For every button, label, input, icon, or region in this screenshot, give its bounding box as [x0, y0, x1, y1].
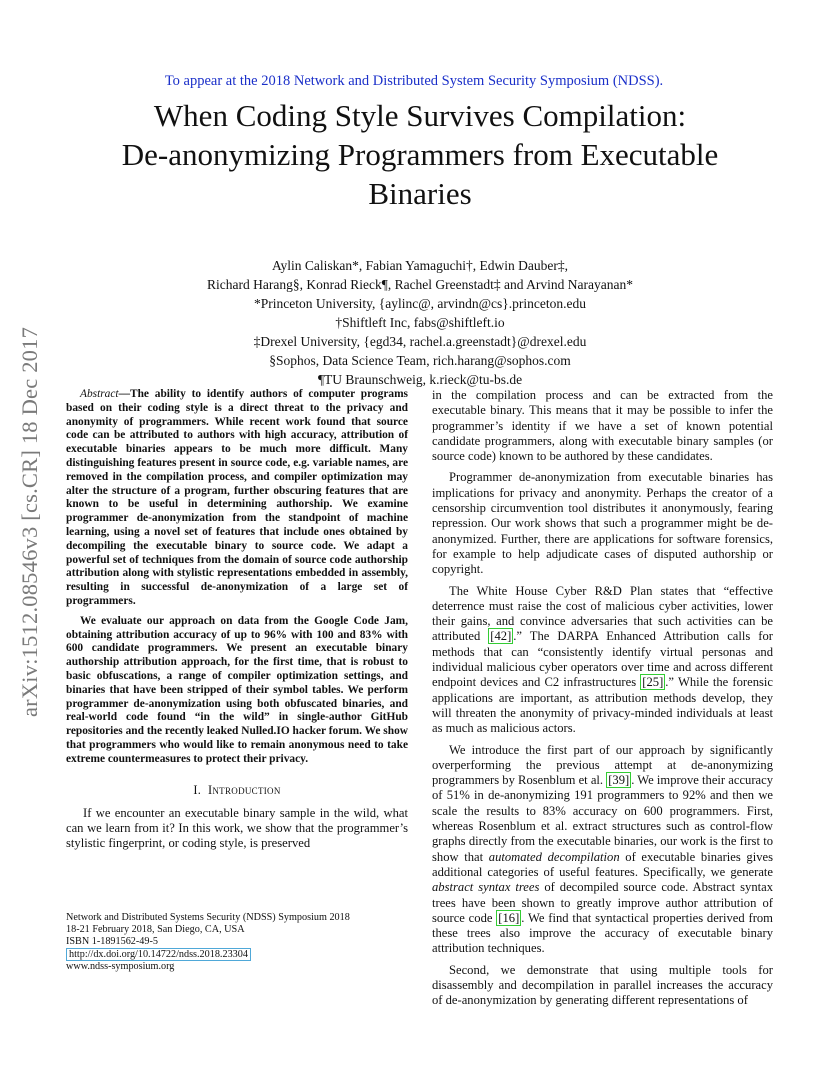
affiliation-drexel: ‡Drexel University, {egd34, rachel.a.greenstadt}@drexel.edu: [253, 334, 587, 349]
abstract-paragraph-2: We evaluate our approach on data from the Google Code Jam, obtaining attribution accuracy of up to 96% with 100 and 83% with 600 candidate programmers. We present an executable binary authorship attribution approach, for the first time, that is robust to basic obfuscations, a range of compiler optimization settings, and binaries that have been stripped of their symbol tables. We perform programmer de-anonymization using both obfuscated binaries, and real-world code found “in the wild” in single-author GitHub repositories and the recently leaked Nulled.IO hacker forum. We show that programmers who would like to remain anonymous need to take extreme countermeasures to protect their privacy.: [66, 614, 408, 765]
intro-body: [66, 806, 408, 852]
intro-paragraph-1: If we encounter an executable binary sample in the wild, what can we learn from it? In this work, we show that the programmer’s stylistic fingerprint, or coding style, is preserved: [66, 805, 408, 851]
section-number: I.: [193, 782, 202, 797]
abstract-label: Abstract: [80, 388, 119, 400]
paper-title: [80, 96, 760, 213]
emphasis: abstract syntax trees: [432, 880, 540, 895]
text-span: We introduce the first part of our approach by significantly overperforming the previous attempt at de-anonymizing programmers by Rosenblum et al.: [432, 742, 773, 788]
footnote-line-4: [66, 949, 408, 961]
abstract-text-1: —The ability to identify authors of computer programs based on their coding style is a direct threat to the privacy and anonymity of programmers. While recent work found that source code can be attributed to authors with high accuracy, attribution of executable binaries appears to be much more difficult. Many distinguishing features present in source code, e.g. variable names, are removed in the compilation process, and compiler optimization may alter the structure of a program, further obscuring features that are known to be useful in determining authorship. We examine programmer de-anonymization from the standpoint of machine learning, using a novel set of features that include ones obtained by decompiling the executable binary to source code. We adapt a powerful set of techniques from the domain of source code authorship attribution along with stylistic representations embedded in assembly, resulting in successful de-anonymization of a large set of programmers.: [66, 388, 408, 607]
citation-link-16[interactable]: [16]: [498, 910, 520, 925]
footnote-line-2: 18-21 February 2018, San Diego, CA, USA: [66, 924, 245, 936]
text-span: The White House Cyber R&D Plan states that “effective deterrence must raise the cost of malicious cyber activities, lower their gains, and convince adversaries that such activities can be attributed: [432, 583, 773, 644]
emphasis: automated decompilation: [488, 849, 620, 864]
title-line-2: De-anonymizing Programmers from Executable: [121, 137, 719, 172]
section-title: Introduction: [207, 782, 281, 797]
footnote-line-1: Network and Distributed Systems Security (NDSS) Symposium 2018: [66, 912, 350, 923]
arxiv-identifier: arXiv:1512.08546v3 [cs.CR] 18 Dec 2017: [17, 326, 42, 718]
doi-link[interactable]: http://dx.doi.org/10.14722/ndss.2018.23304: [66, 948, 251, 961]
author-names-2: Richard Harang§, Konrad Rieck¶, Rachel Greenstadt‡ and Arvind Narayanan*: [207, 277, 633, 292]
text-span: of decompiled source code. Abstract syntax trees have been shown to greatly improve author attribution of source code: [432, 880, 774, 925]
right-column: [432, 388, 773, 1009]
title-line-3: Binaries: [368, 176, 472, 211]
right-paragraph-2: [432, 584, 773, 737]
right-paragraph-0: in the compilation process and can be extracted from the executable binary. This means that it may be possible to infer the programmer’s identity if we have a set of known potential candidate programmers, along with executable binary samples (or source code) known to be authored by these candidates.: [432, 388, 773, 464]
right-paragraph-3: [432, 743, 773, 957]
text-span: .” While the forensic applications are important, as attribution methods develop, they will threaten the anonymity of privacy-minded individuals at least as much as malicious actors.: [432, 675, 773, 736]
section-heading: [66, 783, 408, 798]
footnote: [66, 912, 408, 973]
text-span: of executable binaries gives additional categories of useful features. Specifically, we generate: [432, 849, 773, 879]
author-names-1: Aylin Caliskan*, Fabian Yamaguchi†, Edwin Dauber‡,: [271, 258, 569, 273]
citation-link-25[interactable]: [25]: [642, 675, 664, 690]
citation-link-42[interactable]: [42]: [490, 629, 512, 644]
title-line-1: When Coding Style Survives Compilation:: [153, 98, 687, 133]
text-span: . We improve their accuracy of 51% in de-anonymizing 191 programmers to 92% and then we scale the results to 83% accuracy on 600 programmers. First, whereas Rosenblum et al. extract structures such as control-flow graphs directly from the executable binaries, our work is the first to show that: [432, 773, 773, 864]
footnote-line-3: ISBN 1-1891562-49-5: [66, 936, 158, 948]
affiliation-tu-braunschweig: ¶TU Braunschweig, k.rieck@tu-bs.de: [317, 372, 523, 387]
footnote-line-5: www.ndss-symposium.org: [66, 960, 175, 972]
venue-line: To appear at the 2018 Network and Distributed System Security Symposium (NDSS).: [164, 73, 664, 89]
right-paragraph-4: Second, we demonstrate that using multiple tools for disassembly and decompilation in parallel increases the accuracy of de-anonymization by generating different representations of: [432, 962, 773, 1008]
right-paragraph-1: Programmer de-anonymization from executable binaries has implications for privacy and anonymity. Perhaps the creator of a censorship circumvention tool distributes it anonymously, fearing repression. Our work shows that such a programmer might be de-anonymized. Further, there are applications for software forensics, for example to help adjudicate cases of disputed authorship or copyright.: [432, 470, 773, 577]
affiliation-shiftleft: †Shiftleft Inc, fabs@shiftleft.io: [335, 315, 505, 330]
text-span: . We find that syntactical properties derived from these trees also improve the accuracy of executable binary attribution techniques.: [432, 910, 773, 956]
left-column: [66, 388, 408, 852]
citation-link-39[interactable]: [39]: [608, 773, 630, 788]
affiliation-princeton: *Princeton University, {aylinc@, arvindn@cs}.princeton.edu: [254, 296, 586, 311]
abstract: [66, 388, 408, 767]
arxiv-sidebar: [13, 282, 47, 762]
text-span: .” The DARPA Enhanced Attribution calls for methods that can “consistently identify virtual personas and individual malicious cyber operators over time and across different endpoint devices and C2 infrastructures: [432, 629, 773, 690]
abstract-paragraph-1: [66, 388, 408, 609]
affiliation-sophos: §Sophos, Data Science Team, rich.harang@sophos.com: [269, 353, 571, 368]
author-block: [110, 256, 730, 389]
